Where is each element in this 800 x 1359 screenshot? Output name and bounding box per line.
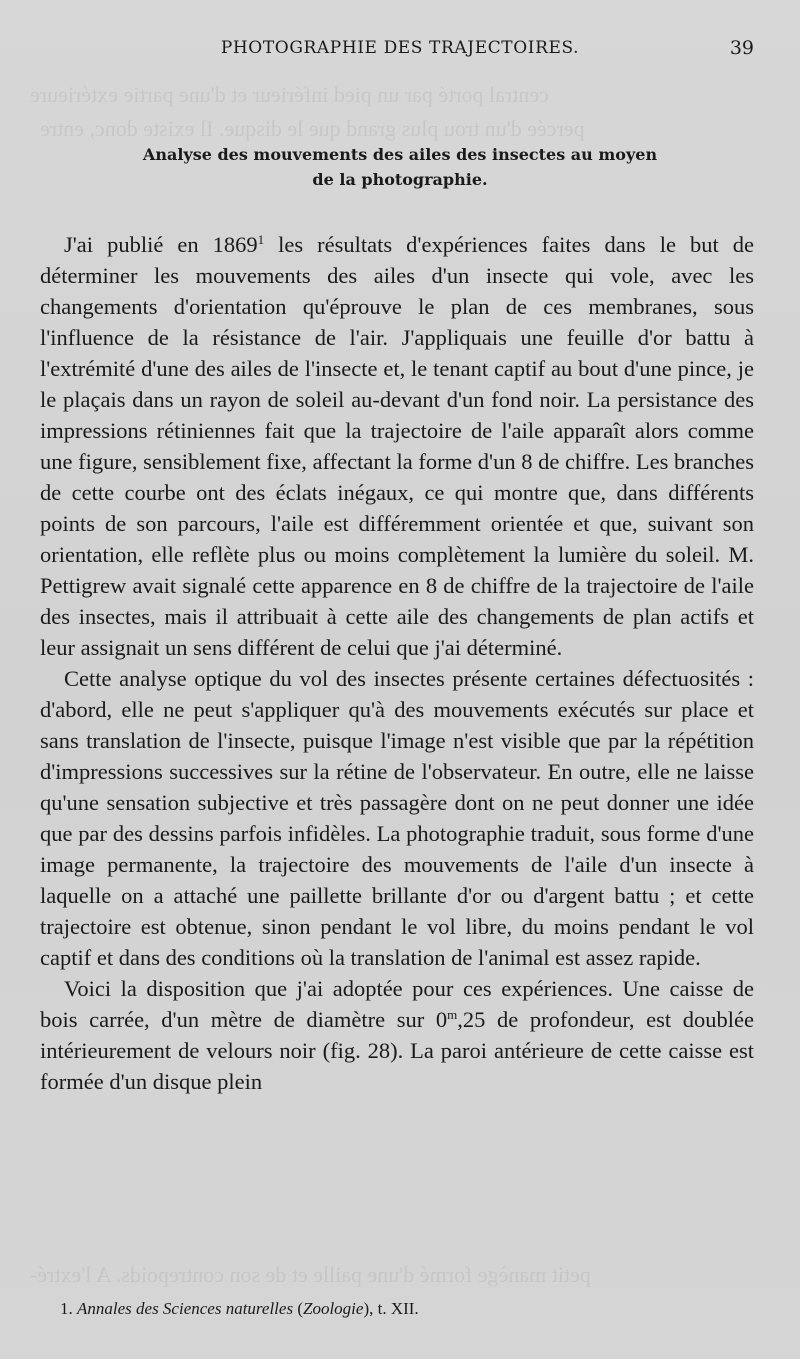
show-through-text: percée d'un trou plus grand que le disque. Il existe donc, entre: [40, 116, 585, 141]
footnote-journal: Annales des Sciences naturelles: [77, 1299, 294, 1318]
paragraph-1-rest: les résultats d'expériences faites dans le but de déterminer les mouvements des ailes d'un insecte qui vole, avec les changements d'orientation qu'éprouve le plan de ces membranes, sous l'influence de la résistance de l'air. J'appliquais une feuille d'or battu à l'extrémité d'une des ailes de l'insecte et, le tenant captif au bout d'une pince, je le plaçais dans un rayon de soleil au-devant d'un fond noir. La persistance des impressions rétiniennes fait que la trajectoire de l'aile apparaît alors comme une figure, sensiblement fixe, affectant la forme d'un 8 de chiffre. Les branches de cette courbe ont des éclats inégaux, ce qui montre que, dans différents points de son parcours, l'aile est différemment orientée et que, suivant son orientation, elle reflète plus ou moins complètement la lumière du soleil. M. Pettigrew avait signalé cette apparence en 8 de chiffre de la trajectoire de l'aile des insectes, mais il attribuait à cette aile des changements de plan actifs et leur assignait un sens différent de celui que j'ai déterminé.: [40, 232, 754, 660]
paragraph-3-rest: ,25 de profondeur, est doublée intérieurement de velours noir (fig. 28). La paroi antérieure de cette caisse est formée d'un disque plein: [40, 1007, 754, 1094]
paragraph-2: Cette analyse optique du vol des insectes présente certaines défectuosités : d'abord, elle ne peut s'appliquer qu'à des mouvements exécutés sur place et sans translation de l'insecte, puisque l'image n'est visible que par la répétition d'impressions successives sur la rétine de l'observateur. En outre, elle ne laisse qu'une sensation subjective et très passagère dont on ne peut donner une idée que par des dessins parfois infidèles. La photographie traduit, sous forme d'une image permanente, la trajectoire des mouvements de l'aile d'un insecte à laquelle on a attaché une paillette brillante d'or ou d'argent battu ; et cette trajectoire est obtenue, sinon pendant le vol libre, du moins pendant le vol captif et dans des conditions où la translation de l'animal est assez rapide.: [40, 666, 754, 970]
footnote-number: 1.: [60, 1299, 73, 1318]
unit-superscript: m: [447, 1007, 458, 1022]
page-number: 39: [729, 37, 754, 59]
footnote-marker: 1: [257, 232, 265, 247]
paragraph-1-start: J'ai publié en 1869: [64, 232, 258, 257]
paragraph-1: [40, 229, 754, 663]
paragraph-3: [40, 973, 754, 1097]
body-text: [40, 229, 754, 1097]
paragraph-3-start: Voici la disposition que j'ai adoptée pour ces expériences. Une caisse de bois carrée, d'un mètre de diamètre sur 0: [40, 976, 754, 1032]
running-head: [40, 36, 760, 60]
show-through-text: petit manège formé d'une paille et de son contrepoids. A l'extré-: [30, 1262, 591, 1287]
footnote-paren-open: (: [293, 1299, 303, 1318]
footnote: [60, 1297, 760, 1321]
footnote-volume: ), t. XII.: [363, 1299, 419, 1318]
show-through-text: central porté par un pied inférieur et d'une partie extérieure: [30, 82, 549, 107]
footnote-section: Zoologie: [302, 1299, 364, 1318]
section-title-line-2: de la photographie.: [312, 170, 488, 189]
section-title: [60, 142, 740, 192]
running-title: PHOTOGRAPHIE DES TRAJECTOIRES.: [220, 38, 580, 58]
section-title-line-1: Analyse des mouvements des ailes des insectes au moyen: [142, 145, 658, 164]
